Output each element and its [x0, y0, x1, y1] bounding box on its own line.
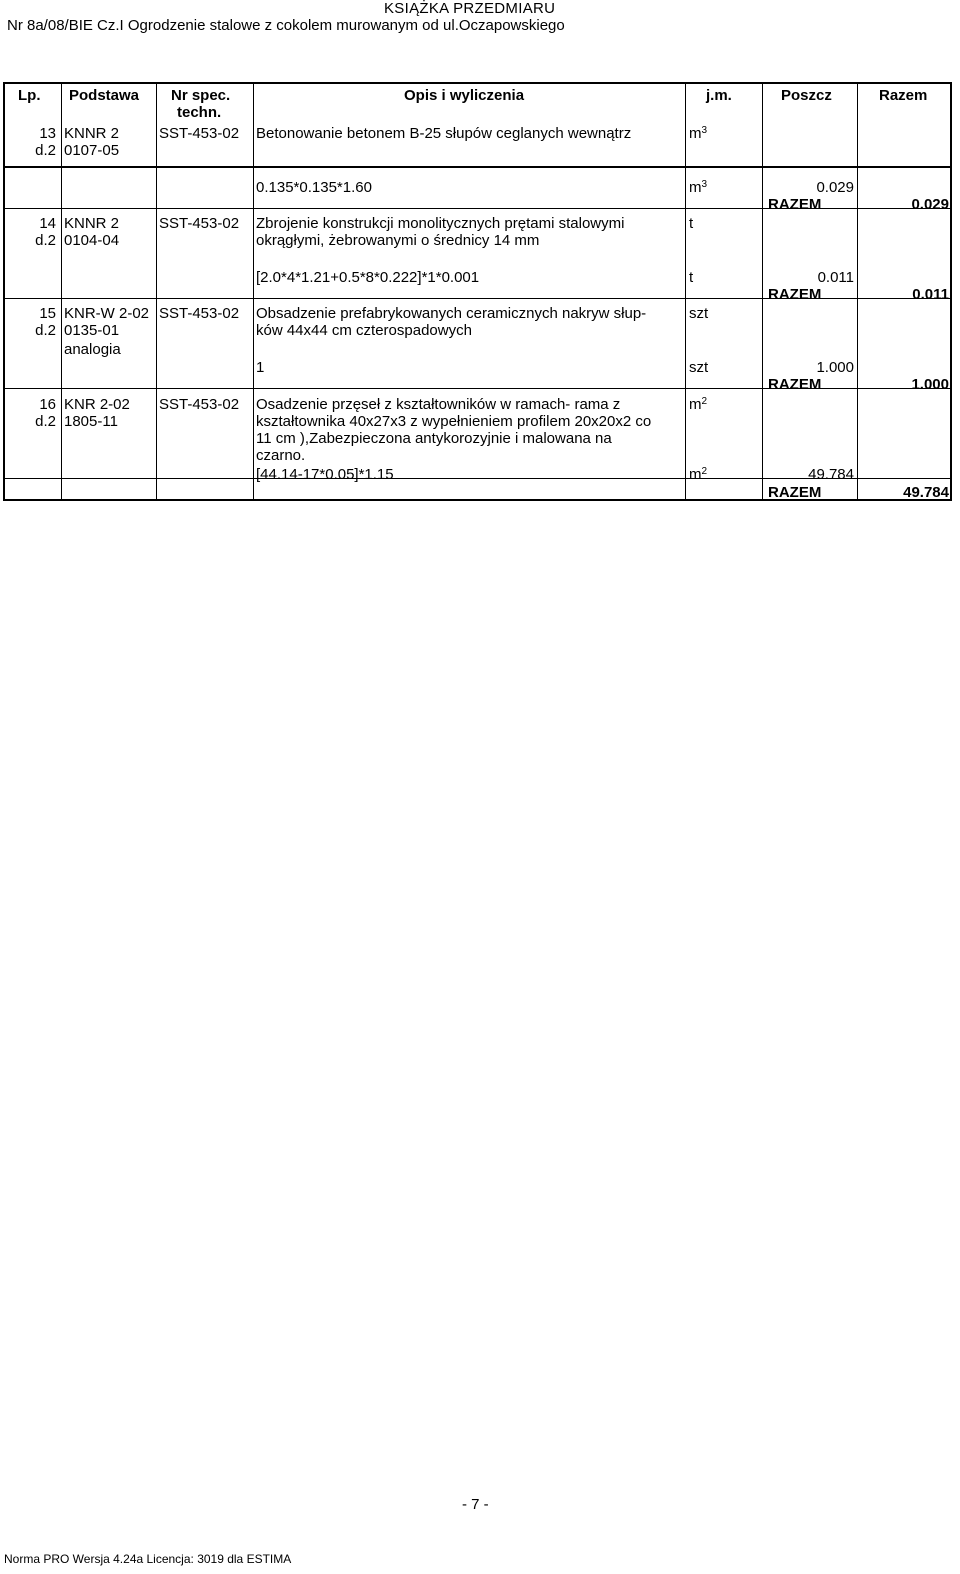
column-divider — [253, 84, 254, 499]
item-spec: SST-453-02 — [159, 125, 240, 142]
item-unit: szt — [689, 305, 709, 322]
item-description: okrągłymi, żebrowanymi o średnicy 14 mm — [256, 232, 540, 249]
item-number: 16 — [39, 396, 56, 413]
page-number: - 7 - — [462, 1496, 489, 1513]
razem-value: 49.784 — [903, 484, 949, 501]
item-basis-code: 0104-04 — [64, 232, 120, 249]
header-divider — [5, 166, 950, 168]
item-basis: KNR-W 2-02 — [64, 305, 150, 322]
razem-value: 1.000 — [911, 376, 949, 393]
item-number-suffix: d.2 — [35, 413, 56, 430]
column-divider — [61, 84, 62, 499]
calc-unit: $m^2$ — [689, 466, 708, 483]
item-description: ków 44x44 cm czterospadowych — [256, 322, 472, 339]
item-partial-quantity: 0.011 — [817, 269, 854, 286]
header-nr-spec: Nr spec. — [171, 87, 231, 104]
item-calculation: 0.135*0.135*1.60 — [256, 179, 372, 196]
razem-value: 0.029 — [911, 196, 949, 213]
item-calculation: 1 — [256, 359, 265, 376]
item-description: 11 cm ),Zabezpieczona antykorozyjnie i malowana na — [256, 430, 612, 447]
column-divider — [762, 84, 763, 499]
razem-label: RAZEM — [768, 484, 822, 501]
item-unit: $m^2$ — [689, 396, 708, 413]
header-opis: Opis i wyliczenia — [404, 87, 525, 104]
item-description: kształtownika 40x27x3 z wypełnieniem profilem 20x20x2 co — [256, 413, 652, 430]
item-number: 14 — [39, 215, 56, 232]
column-divider — [685, 84, 686, 499]
calc-unit: $m^3$ — [689, 179, 708, 196]
item-number: 15 — [39, 305, 56, 322]
razem-label: RAZEM — [768, 286, 822, 303]
item-basis: KNNR 2 — [64, 125, 120, 142]
item-basis: KNR 2-02 — [64, 396, 130, 413]
software-footer: Norma PRO Wersja 4.24a Licencja: 3019 dla ESTIMA — [4, 1552, 292, 1566]
item-description: Osadzenie przęseł z kształtowników w ramach- rama z — [256, 396, 621, 413]
item-number-suffix: d.2 — [35, 232, 56, 249]
item-spec: SST-453-02 — [159, 305, 240, 322]
document-title: KSIĄŻKA PRZEDMIARU — [384, 0, 556, 17]
header-razem: Razem — [879, 87, 928, 104]
header-poszcz: Poszcz — [781, 87, 832, 104]
item-basis-note: analogia — [64, 341, 121, 358]
header-podstawa: Podstawa — [69, 87, 140, 104]
header-jm: j.m. — [706, 87, 732, 104]
razem-label: RAZEM — [768, 196, 822, 213]
item-calculation: [44.14-17*0.05]*1.15 — [256, 466, 394, 483]
item-number: 13 — [39, 125, 56, 142]
item-description: Obsadzenie prefabrykowanych ceramicznych nakryw słup- — [256, 305, 647, 322]
header-techn: techn. — [177, 104, 222, 121]
item-spec: SST-453-02 — [159, 396, 240, 413]
estimate-table — [3, 82, 952, 501]
column-divider — [156, 84, 157, 499]
item-partial-quantity: 49.784 — [808, 466, 854, 483]
document-subtitle: Nr 8a/08/BIE Cz.I Ogrodzenie stalowe z cokolem murowanym od ul.Oczapowskiego — [7, 17, 565, 34]
razem-label: RAZEM — [768, 376, 822, 393]
item-description: Betonowanie betonem B-25 słupów ceglanych wewnątrz — [256, 125, 632, 142]
item-number-suffix: d.2 — [35, 322, 56, 339]
item-unit: t — [689, 215, 694, 232]
item-number-suffix: d.2 — [35, 142, 56, 159]
item-partial-quantity: 0.029 — [816, 179, 854, 196]
item-description: czarno. — [256, 447, 306, 464]
header-lp: Lp. — [18, 87, 41, 104]
razem-value: 0.011 — [912, 286, 949, 303]
item-spec: SST-453-02 — [159, 215, 240, 232]
item-partial-quantity: 1.000 — [816, 359, 854, 376]
item-basis: KNNR 2 — [64, 215, 120, 232]
calc-unit: szt — [689, 359, 709, 376]
item-description: Zbrojenie konstrukcji monolitycznych prętami stalowymi — [256, 215, 625, 232]
item-basis-code: 0107-05 — [64, 142, 120, 159]
item-unit: $m^3$ — [689, 125, 708, 142]
item-basis-code: 0135-01 — [64, 322, 120, 339]
item-basis-code: 1805-11 — [64, 413, 118, 430]
calc-unit: t — [689, 269, 694, 286]
item-calculation: [2.0*4*1.21+0.5*8*0.222]*1*0.001 — [256, 269, 480, 286]
